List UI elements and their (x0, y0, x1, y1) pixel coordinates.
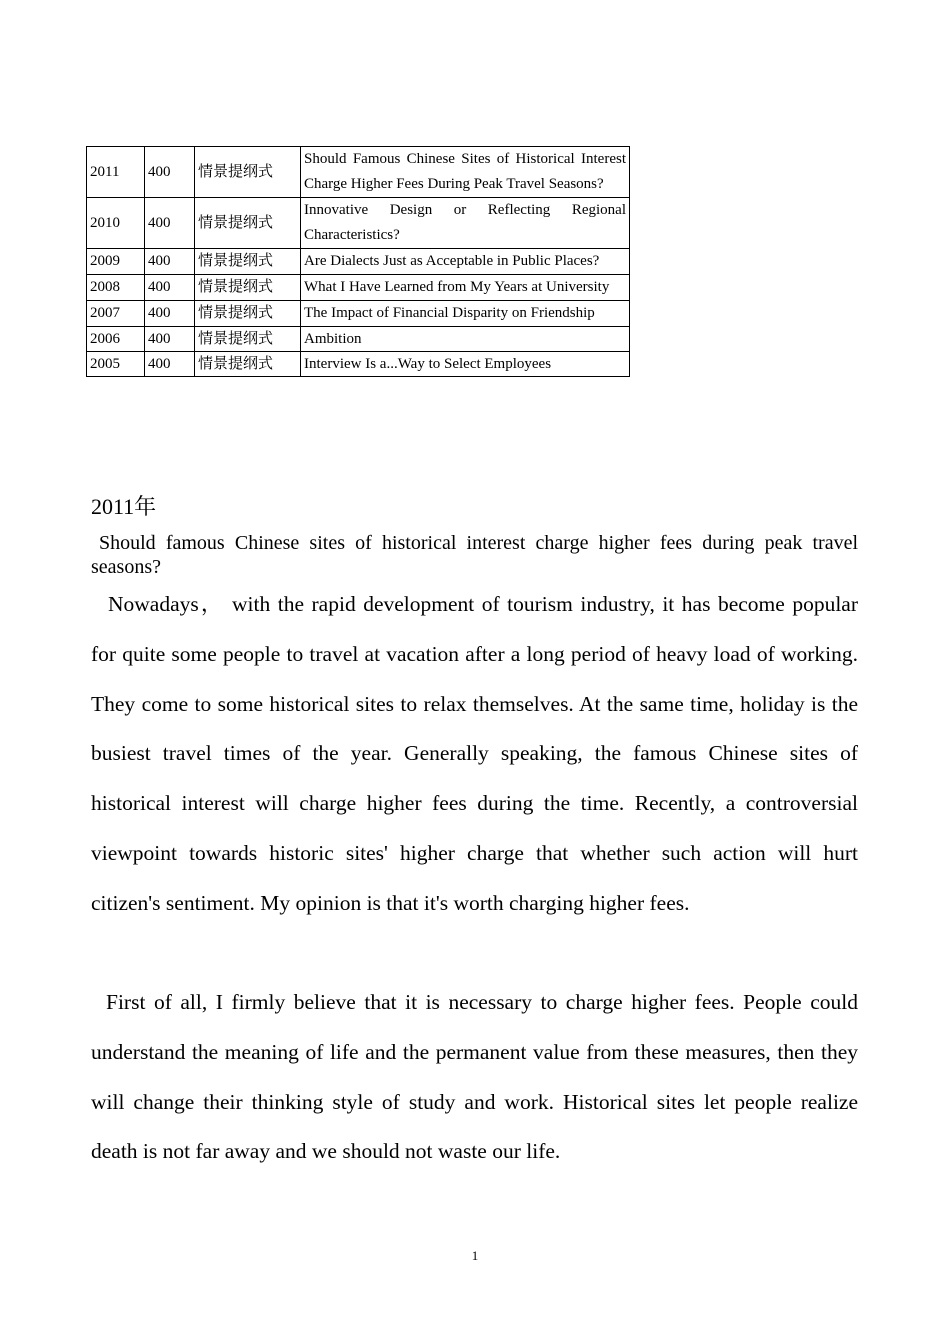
year-cell: 2007 (87, 301, 145, 327)
word-count-cell: 400 (145, 327, 195, 352)
type-cell: 情景提纲式 (195, 198, 301, 249)
type-cell: 情景提纲式 (195, 352, 301, 377)
word-count-cell: 400 (145, 275, 195, 301)
word-count-cell: 400 (145, 301, 195, 327)
page-number: 1 (471, 1248, 479, 1263)
table-row (87, 249, 630, 275)
type-cell: 情景提纲式 (195, 249, 301, 275)
topic-title-cell: Are Dialects Just as Acceptable in Public Places? (301, 249, 630, 275)
year-cell: 2006 (87, 327, 145, 352)
table-row (87, 147, 630, 198)
table-row (87, 352, 630, 377)
topic-title-cell: The Impact of Financial Disparity on Friendship (301, 301, 630, 327)
essay-year-heading: 2011年 (91, 494, 157, 519)
type-cell: 情景提纲式 (195, 327, 301, 352)
table-row (87, 198, 630, 249)
type-cell: 情景提纲式 (195, 301, 301, 327)
type-cell: 情景提纲式 (195, 147, 301, 198)
essay-paragraph: First of all, I firmly believe that it is necessary to charge higher fees. People could understand the meaning of life and the permanent value from these measures, then they will change their thinking style of study and work. Historical sites let people realize death is not far away and we should not waste our life. (91, 990, 858, 1164)
year-cell: 2008 (87, 275, 145, 301)
table-row (87, 327, 630, 352)
word-count-cell: 400 (145, 352, 195, 377)
topic-title-cell: Should Famous Chinese Sites of Historical Interest Charge Higher Fees During Peak Travel Seasons? (301, 147, 630, 198)
year-cell: 2011 (87, 147, 145, 198)
topic-title-cell: Innovative Design or Reflecting Regional Characteristics? (301, 198, 630, 249)
table-row (87, 301, 630, 327)
topic-title-cell: Ambition (301, 327, 630, 352)
essay-subtitle: Should famous Chinese sites of historical interest charge higher fees during peak travel seasons? (91, 532, 858, 578)
year-cell: 2005 (87, 352, 145, 377)
year-cell: 2009 (87, 249, 145, 275)
topic-title-cell: What I Have Learned from My Years at University (301, 275, 630, 301)
word-count-cell: 400 (145, 198, 195, 249)
essay-paragraph: Nowadays， with the rapid development of tourism industry, it has become popular for quite some people to travel at vacation after a long period of heavy load of working. They come to some historical sites to relax themselves. At the same time, holiday is the busiest travel times of the year. Generally speaking, the famous Chinese sites of historical interest will charge higher fees during the time. Recently, a controversial viewpoint towards historic sites' higher charge that whether such action will hurt citizen's sentiment. My opinion is that it's worth charging higher fees. (91, 592, 858, 915)
table-row (87, 275, 630, 301)
year-cell: 2010 (87, 198, 145, 249)
topic-title-cell: Interview Is a...Way to Select Employees (301, 352, 630, 377)
word-count-cell: 400 (145, 147, 195, 198)
type-cell: 情景提纲式 (195, 275, 301, 301)
word-count-cell: 400 (145, 249, 195, 275)
topics-table (86, 146, 630, 377)
